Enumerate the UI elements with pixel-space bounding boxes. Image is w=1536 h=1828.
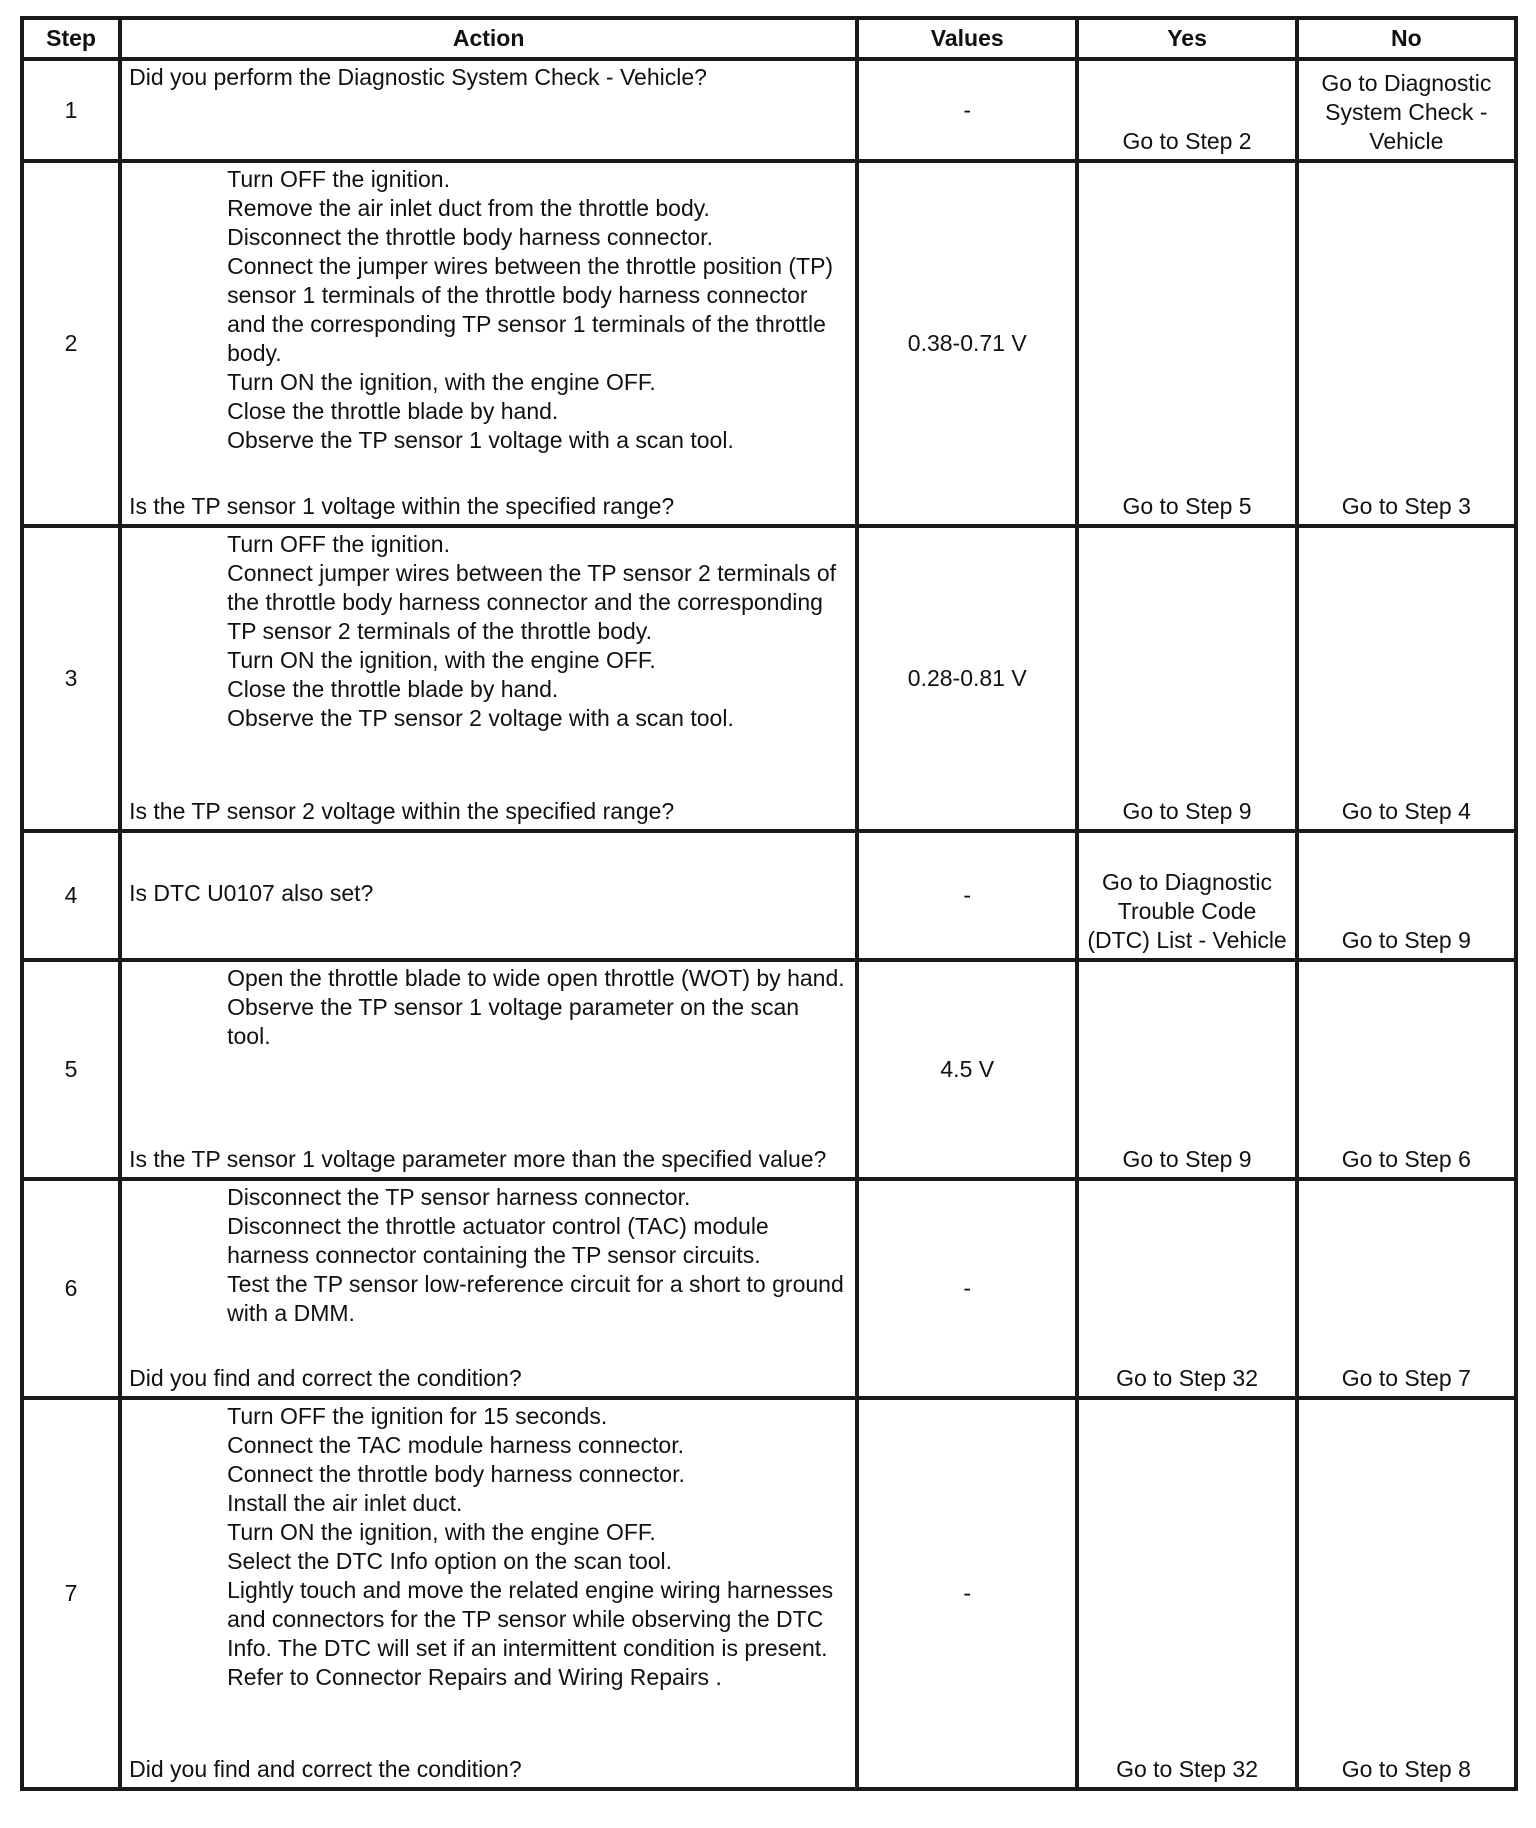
table-row [22, 526, 1516, 831]
step-number: 6 [22, 1179, 120, 1398]
yes-cell: Go to Diagnostic Trouble Code (DTC) List - Vehicle [1077, 831, 1296, 960]
procedure-list [129, 1402, 847, 1692]
procedure-step: Turn OFF the ignition. [227, 166, 450, 192]
step-number: 7 [22, 1398, 120, 1789]
table-body [22, 59, 1516, 1789]
procedure-step: Turn ON the ignition, with the engine OFF. [227, 1519, 656, 1545]
procedure-list [129, 964, 847, 1051]
values-cell: 0.38-0.71 V [857, 161, 1077, 526]
action-cell [120, 59, 857, 161]
yes-cell: Go to Step 32 [1077, 1179, 1296, 1398]
action-cell [120, 1398, 857, 1789]
procedure-list [129, 530, 847, 733]
no-cell: Go to Step 8 [1297, 1398, 1516, 1789]
action-cell [120, 1179, 857, 1398]
header-row [22, 18, 1516, 59]
action-question: Did you find and correct the condition? [129, 1365, 522, 1391]
procedure-step: Turn OFF the ignition. [227, 531, 450, 557]
yes-cell: Go to Step 2 [1077, 59, 1296, 161]
procedure-step: Turn OFF the ignition for 15 seconds. [227, 1403, 608, 1429]
action-question: Is the TP sensor 1 voltage parameter more than the specified value? [129, 1146, 827, 1172]
procedure-step: Connect jumper wires between the TP sensor 2 terminals of the throttle body harness connector and the corresponding TP sensor 2 terminals of the throttle body. [227, 560, 837, 644]
action-question: Did you perform the Diagnostic System Check - Vehicle? [129, 64, 707, 90]
yes-cell: Go to Step 9 [1077, 526, 1296, 831]
header-action: Action [120, 18, 857, 59]
diagnostic-table-sheet [20, 16, 1518, 1791]
procedure-step: Disconnect the throttle body harness connector. [227, 224, 713, 250]
no-cell: Go to Step 4 [1297, 526, 1516, 831]
action-cell [120, 960, 857, 1179]
header-values: Values [857, 18, 1077, 59]
no-cell: Go to Step 7 [1297, 1179, 1516, 1398]
values-cell: - [857, 1179, 1077, 1398]
action-question: Is the TP sensor 2 voltage within the specified range? [129, 798, 675, 824]
action-content [122, 1181, 855, 1396]
procedure-step: Remove the air inlet duct from the throttle body. [227, 195, 710, 221]
table-row [22, 1398, 1516, 1789]
table-header [22, 18, 1516, 59]
values-cell: - [857, 831, 1077, 960]
step-number: 4 [22, 831, 120, 960]
diagnostic-table [20, 16, 1518, 1791]
step-number: 1 [22, 59, 120, 161]
table-row [22, 831, 1516, 960]
procedure-step: Connect the throttle body harness connector. [227, 1461, 685, 1487]
header-yes: Yes [1077, 18, 1296, 59]
action-question: Did you find and correct the condition? [129, 1756, 522, 1782]
step-number: 5 [22, 960, 120, 1179]
procedure-step: Disconnect the throttle actuator control (TAC) module harness connector containing the TP sensor circuits. [227, 1213, 769, 1268]
procedure-step: Close the throttle blade by hand. [227, 398, 559, 424]
table-row [22, 960, 1516, 1179]
procedure-step: Turn ON the ignition, with the engine OFF. [227, 647, 656, 673]
action-question: Is DTC U0107 also set? [129, 880, 374, 906]
procedure-list [129, 1183, 847, 1328]
action-content [122, 61, 855, 156]
procedure-step: Connect the TAC module harness connector. [227, 1432, 684, 1458]
action-content [122, 528, 855, 829]
procedure-step: Open the throttle blade to wide open throttle (WOT) by hand. [227, 965, 845, 991]
header-step: Step [22, 18, 120, 59]
values-cell: 4.5 V [857, 960, 1077, 1179]
action-content [122, 833, 855, 955]
procedure-step: Lightly touch and move the related engine wiring harnesses and connectors for the TP sensor while observing the DTC Info. The DTC will set if an intermittent condition is present. Refer to Connector Repairs and Wiring Repairs . [227, 1577, 834, 1690]
step-number: 2 [22, 161, 120, 526]
procedure-list [129, 165, 847, 455]
procedure-step: Disconnect the TP sensor harness connector. [227, 1184, 691, 1210]
procedure-step: Turn ON the ignition, with the engine OFF. [227, 369, 656, 395]
action-content [122, 962, 855, 1177]
values-cell: - [857, 59, 1077, 161]
action-cell [120, 526, 857, 831]
procedure-step: Connect the jumper wires between the throttle position (TP) sensor 1 terminals of the throttle body harness connector and the corresponding TP sensor 1 terminals of the throttle body. [227, 253, 834, 366]
step-number: 3 [22, 526, 120, 831]
no-cell: Go to Step 6 [1297, 960, 1516, 1179]
header-no: No [1297, 18, 1516, 59]
table-row [22, 59, 1516, 161]
table-row [22, 1179, 1516, 1398]
action-cell [120, 161, 857, 526]
table-row [22, 161, 1516, 526]
yes-cell: Go to Step 5 [1077, 161, 1296, 526]
procedure-step: Observe the TP sensor 1 voltage with a scan tool. [227, 427, 734, 453]
values-cell: 0.28-0.81 V [857, 526, 1077, 831]
procedure-step: Observe the TP sensor 2 voltage with a scan tool. [227, 705, 734, 731]
action-question: Is the TP sensor 1 voltage within the specified range? [129, 493, 675, 519]
procedure-step: Test the TP sensor low-reference circuit for a short to ground with a DMM. [227, 1271, 844, 1326]
values-cell: - [857, 1398, 1077, 1789]
no-cell: Go to Diagnostic System Check - Vehicle [1297, 59, 1516, 161]
action-content [122, 163, 855, 524]
procedure-step: Select the DTC Info option on the scan tool. [227, 1548, 673, 1574]
action-cell [120, 831, 857, 960]
procedure-step: Install the air inlet duct. [227, 1490, 463, 1516]
action-content [122, 1400, 855, 1787]
procedure-step: Close the throttle blade by hand. [227, 676, 559, 702]
procedure-step: Observe the TP sensor 1 voltage parameter on the scan tool. [227, 994, 800, 1049]
no-cell: Go to Step 3 [1297, 161, 1516, 526]
no-cell: Go to Step 9 [1297, 831, 1516, 960]
yes-cell: Go to Step 32 [1077, 1398, 1296, 1789]
yes-cell: Go to Step 9 [1077, 960, 1296, 1179]
